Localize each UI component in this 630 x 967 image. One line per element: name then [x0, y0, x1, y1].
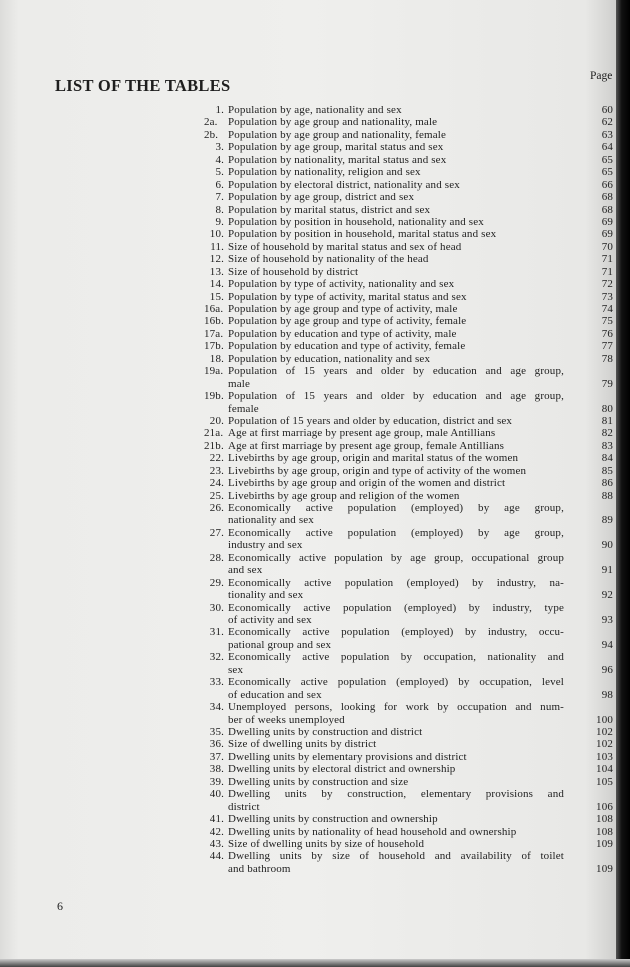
- table-number: 26.: [209, 502, 224, 515]
- table-title: [228, 552, 564, 577]
- toc-entry: [0, 626, 616, 651]
- table-title: [228, 166, 564, 178]
- toc-entry: [0, 415, 616, 427]
- page-column-header: Page: [590, 70, 613, 82]
- table-title: [228, 141, 564, 153]
- table-title-line: Population by marital status, district and sex: [228, 203, 431, 216]
- table-title-line: Dwelling units by construction, elementary provisions and: [228, 788, 564, 801]
- table-number: 41.: [209, 813, 224, 826]
- table-title: [228, 527, 564, 552]
- toc-entry: [0, 788, 616, 813]
- table-title-line: Size of household by district: [228, 265, 359, 278]
- table-number: 2b.: [204, 128, 219, 141]
- toc-entry: [0, 340, 616, 352]
- table-page-number: 82: [601, 427, 613, 440]
- table-title: [228, 651, 564, 676]
- table-page-number: 64: [601, 141, 613, 154]
- table-page-number: 89: [601, 514, 613, 527]
- table-title-line: and sex: [228, 564, 263, 577]
- table-page-number: 94: [601, 638, 613, 651]
- table-title-line: Dwelling units by construction and size: [228, 775, 409, 788]
- table-title-line: sex: [228, 663, 244, 676]
- table-page-number: 92: [601, 589, 613, 602]
- page-title: LIST OF THE TABLES: [55, 76, 231, 95]
- table-page-number: 68: [601, 203, 613, 216]
- table-page-number: 62: [601, 116, 613, 129]
- table-number: 29.: [209, 576, 224, 589]
- table-number: 36.: [209, 738, 224, 751]
- table-title-line: Population by age group, district and sex: [228, 191, 415, 204]
- table-page-number: 66: [601, 178, 613, 191]
- table-number: 13.: [209, 265, 224, 278]
- toc-entry: [0, 602, 616, 627]
- toc-entry: [0, 216, 616, 228]
- table-number: 42.: [209, 825, 224, 838]
- toc-entry: [0, 701, 616, 726]
- toc-entry: [0, 204, 616, 216]
- table-page-number: 83: [601, 439, 613, 452]
- table-title: [228, 738, 564, 750]
- table-page-number: 105: [596, 775, 613, 788]
- toc-entry: [0, 676, 616, 701]
- toc-entry: [0, 253, 616, 265]
- table-title-line: ber of weeks unemployed: [228, 713, 345, 726]
- table-title: [228, 440, 564, 452]
- table-title-line: Livebirths by age group and religion of the women: [228, 489, 460, 502]
- table-number: 1.: [215, 104, 224, 116]
- toc-entry: [0, 228, 616, 240]
- table-title-line: district: [228, 800, 260, 813]
- table-title-line: Size of household by nationality of the head: [228, 253, 429, 266]
- table-number: 43.: [209, 838, 224, 850]
- table-title-line: Size of dwelling units by size of household: [228, 838, 425, 850]
- table-title-line: Population by electoral district, nationality and sex: [228, 178, 460, 191]
- table-title: [228, 291, 564, 303]
- table-page-number: 70: [601, 240, 613, 253]
- table-title-line: Population by type of activity, marital status and sex: [228, 290, 467, 303]
- table-title-line: Population by nationality, marital status and sex: [228, 153, 447, 166]
- table-number: 11.: [210, 240, 224, 253]
- table-page-number: 98: [601, 688, 613, 701]
- table-page-number: 72: [601, 278, 613, 291]
- table-title-line: Population by education and type of activity, female: [228, 340, 466, 353]
- table-number: 9.: [215, 215, 224, 228]
- table-number: 33.: [209, 676, 224, 689]
- table-title: [228, 340, 564, 352]
- table-title: [228, 776, 564, 788]
- toc-entry: [0, 266, 616, 278]
- toc-entry: [0, 154, 616, 166]
- table-title: [228, 415, 564, 427]
- table-page-number: 71: [601, 265, 613, 278]
- table-page-number: 77: [601, 340, 613, 353]
- table-title-line: male: [228, 377, 250, 390]
- table-title: [228, 116, 564, 128]
- table-title: [228, 726, 564, 738]
- table-title-line: Unemployed persons, looking for work by occupation and num-: [228, 701, 564, 714]
- toc-entry: [0, 191, 616, 203]
- toc-entry: [0, 577, 616, 602]
- table-number: 15.: [209, 290, 224, 303]
- toc-entry: [0, 291, 616, 303]
- table-title: [228, 813, 564, 825]
- table-number: 3.: [215, 141, 224, 154]
- table-title: [228, 191, 564, 203]
- table-title: [228, 104, 564, 116]
- table-number: 21a.: [204, 427, 224, 440]
- table-number: 14.: [209, 278, 224, 291]
- table-number: 32.: [209, 651, 224, 664]
- table-title-line: Population by education and type of activity, male: [228, 327, 457, 340]
- table-title-line: Population of 15 years and older by education, district and sex: [228, 414, 513, 427]
- table-title: [228, 266, 564, 278]
- table-page-number: 85: [601, 464, 613, 477]
- toc-entry: [0, 477, 616, 489]
- table-title: [228, 241, 564, 253]
- table-number: 6.: [215, 178, 224, 191]
- table-title: [228, 763, 564, 775]
- table-title-line: Age at first marriage by present age group, female Antillians: [228, 439, 505, 452]
- table-title: [228, 129, 564, 141]
- table-number: 16b.: [204, 315, 224, 328]
- table-page-number: 74: [601, 303, 613, 315]
- table-title-line: Economically active population (employed) by industry, occu-: [228, 626, 564, 639]
- table-title: [228, 676, 564, 701]
- table-page-number: 102: [596, 726, 613, 739]
- toc-entry: [0, 726, 616, 738]
- table-title-line: Dwelling units by elementary provisions and district: [228, 750, 467, 763]
- table-title: [228, 850, 564, 875]
- table-title: [228, 278, 564, 290]
- table-title-line: Economically active population by occupation, nationality and: [228, 651, 564, 664]
- table-page-number: 91: [601, 564, 613, 577]
- table-number: 17a.: [204, 327, 224, 340]
- toc-entry: [0, 440, 616, 452]
- toc-entry: [0, 365, 616, 390]
- toc-entry: [0, 776, 616, 788]
- table-page-number: 108: [596, 825, 613, 838]
- table-number: 40.: [209, 788, 224, 801]
- table-number: 22.: [209, 452, 224, 465]
- table-page-number: 73: [601, 290, 613, 303]
- table-page-number: 96: [601, 663, 613, 676]
- table-number: 30.: [209, 601, 224, 614]
- table-page-number: 109: [596, 862, 613, 875]
- table-title: [228, 626, 564, 651]
- table-number: 38.: [209, 763, 224, 776]
- table-number: 16a.: [204, 303, 224, 315]
- table-page-number: 106: [596, 800, 613, 813]
- table-title-line: Population by age group and type of activity, male: [228, 303, 458, 315]
- table-title: [228, 751, 564, 763]
- table-title-line: Livebirths by age group, origin and marital status of the women: [228, 452, 519, 465]
- table-title-line: Dwelling units by construction and district: [228, 726, 423, 739]
- table-title-line: Size of household by marital status and sex of head: [228, 240, 462, 253]
- table-title: [228, 502, 564, 527]
- toc-entry: [0, 278, 616, 290]
- table-title-line: Population of 15 years and older by education and age group,: [228, 365, 564, 378]
- table-title: [228, 427, 564, 439]
- table-number: 17b.: [204, 340, 224, 353]
- table-page-number: 68: [601, 191, 613, 204]
- toc-entry: [0, 116, 616, 128]
- table-title: [228, 577, 564, 602]
- table-number: 5.: [215, 166, 224, 179]
- page-bottom-edge: [0, 959, 630, 967]
- table-page-number: 76: [601, 327, 613, 340]
- table-title-line: of activity and sex: [228, 614, 312, 627]
- table-number: 12.: [209, 253, 224, 266]
- table-title-line: Population by nationality, religion and sex: [228, 166, 421, 179]
- table-number: 23.: [209, 464, 224, 477]
- table-page-number: 90: [601, 539, 613, 552]
- toc-entry: [0, 141, 616, 153]
- table-number: 21b.: [204, 439, 224, 452]
- table-title-line: Population by type of activity, nationality and sex: [228, 278, 455, 291]
- table-title-line: Population by education, nationality and sex: [228, 352, 431, 365]
- table-number: 28.: [209, 551, 224, 564]
- table-title-line: industry and sex: [228, 539, 303, 552]
- book-binding-edge: [616, 0, 630, 967]
- toc-entry: [0, 427, 616, 439]
- table-number: 25.: [209, 489, 224, 502]
- table-title: [228, 465, 564, 477]
- table-page-number: 81: [601, 414, 613, 427]
- table-page-number: 103: [596, 750, 613, 763]
- table-page-number: 102: [596, 738, 613, 751]
- table-number: 34.: [209, 701, 224, 714]
- table-title-line: Population by age, nationality and sex: [228, 104, 402, 116]
- table-title: [228, 788, 564, 813]
- table-number: 35.: [209, 726, 224, 739]
- table-title-line: Economically active population (employed) by industry, type: [228, 601, 564, 614]
- table-title: [228, 602, 564, 627]
- table-title: [228, 204, 564, 216]
- table-title-line: Population by position in household, marital status and sex: [228, 228, 497, 241]
- toc-entry: [0, 738, 616, 750]
- table-title-line: Economically active population (employed) by age group,: [228, 502, 564, 515]
- table-number: 4.: [215, 153, 224, 166]
- table-number: 20.: [209, 414, 224, 427]
- table-page-number: 109: [596, 838, 613, 850]
- toc-entry: [0, 813, 616, 825]
- table-number: 27.: [209, 526, 224, 539]
- table-title-line: Dwelling units by size of household and availability of toilet: [228, 850, 564, 863]
- table-title: [228, 353, 564, 365]
- table-title-line: and bathroom: [228, 862, 291, 875]
- table-page-number: 88: [601, 489, 613, 502]
- toc-entry: [0, 838, 616, 850]
- table-title: [228, 216, 564, 228]
- table-page-number: 84: [601, 452, 613, 465]
- toc-entry: [0, 315, 616, 327]
- toc-entry: [0, 850, 616, 875]
- table-title: [228, 452, 564, 464]
- table-page-number: 104: [596, 763, 613, 776]
- table-title: [228, 179, 564, 191]
- table-title: [228, 154, 564, 166]
- toc-entry: [0, 465, 616, 477]
- toc-entry: [0, 390, 616, 415]
- toc-entry: [0, 179, 616, 191]
- table-title: [228, 701, 564, 726]
- table-title: [228, 477, 564, 489]
- table-number: 7.: [215, 191, 224, 204]
- table-title-line: Age at first marriage by present age group, male Antillians: [228, 427, 496, 440]
- table-page-number: 60: [601, 104, 613, 116]
- table-title: [228, 826, 564, 838]
- toc-entry: [0, 452, 616, 464]
- table-title-line: Dwelling units by nationality of head household and ownership: [228, 825, 517, 838]
- table-title-line: Economically active population by age group, occupational group: [228, 551, 564, 564]
- table-title-line: Population by age group and type of activity, female: [228, 315, 467, 328]
- toc-entry: [0, 328, 616, 340]
- table-number: 2a.: [204, 116, 218, 129]
- table-page-number: 78: [601, 352, 613, 365]
- table-title-line: Economically active population (employed) by occupation, level: [228, 676, 564, 689]
- table-page-number: 93: [601, 614, 613, 627]
- table-number: 24.: [209, 477, 224, 490]
- toc-entry: [0, 751, 616, 763]
- table-page-number: 75: [601, 315, 613, 328]
- table-page-number: 69: [601, 215, 613, 228]
- table-title-line: Size of dwelling units by district: [228, 738, 377, 751]
- table-title: [228, 303, 564, 315]
- table-number: 37.: [209, 750, 224, 763]
- table-page-number: 79: [601, 377, 613, 390]
- table-title: [228, 328, 564, 340]
- table-title-line: Population by age group, marital status and sex: [228, 141, 444, 154]
- table-title: [228, 228, 564, 240]
- toc-entry: [0, 763, 616, 775]
- page-number: 6: [57, 899, 63, 913]
- table-number: 19a.: [204, 365, 224, 378]
- table-title-line: Livebirths by age group, origin and type of activity of the women: [228, 464, 527, 477]
- table-page-number: 69: [601, 228, 613, 241]
- table-title: [228, 253, 564, 265]
- table-of-contents: [0, 104, 616, 875]
- toc-entry: [0, 527, 616, 552]
- toc-entry: [0, 303, 616, 315]
- table-title-line: Economically active population (employed) by age group,: [228, 526, 564, 539]
- table-page-number: 65: [601, 153, 613, 166]
- table-page-number: 100: [596, 713, 613, 726]
- toc-entry: [0, 490, 616, 502]
- table-page-number: 108: [596, 813, 613, 826]
- table-number: 18.: [209, 352, 224, 365]
- toc-entry: [0, 353, 616, 365]
- toc-entry: [0, 166, 616, 178]
- table-title: [228, 838, 564, 850]
- table-title-line: Economically active population (employed) by industry, na-: [228, 576, 564, 589]
- table-number: 10.: [209, 228, 224, 241]
- toc-entry: [0, 129, 616, 141]
- toc-entry: [0, 241, 616, 253]
- table-page-number: 80: [601, 402, 613, 415]
- table-title-line: Livebirths by age group and origin of the women and district: [228, 477, 506, 490]
- table-title-line: Population by position in household, nationality and sex: [228, 215, 484, 228]
- table-number: 44.: [209, 850, 224, 863]
- table-title-line: female: [228, 402, 259, 415]
- table-number: 39.: [209, 775, 224, 788]
- toc-entry: [0, 826, 616, 838]
- table-title: [228, 315, 564, 327]
- table-number: 31.: [209, 626, 224, 639]
- table-title-line: Population by age group and nationality, male: [228, 116, 438, 129]
- table-title: [228, 365, 564, 390]
- table-title-line: Dwelling units by electoral district and ownership: [228, 763, 456, 776]
- table-page-number: 63: [601, 128, 613, 141]
- table-title-line: tionality and sex: [228, 589, 304, 602]
- table-title: [228, 490, 564, 502]
- toc-entry: [0, 104, 616, 116]
- table-page-number: 86: [601, 477, 613, 490]
- table-page-number: 71: [601, 253, 613, 266]
- table-title-line: pational group and sex: [228, 638, 332, 651]
- table-title-line: of education and sex: [228, 688, 322, 701]
- table-title-line: nationality and sex: [228, 514, 314, 527]
- table-title-line: Dwelling units by construction and ownership: [228, 813, 438, 826]
- table-title-line: Population by age group and nationality, female: [228, 128, 447, 141]
- table-title-line: Population of 15 years and older by education and age group,: [228, 390, 564, 403]
- table-page-number: 65: [601, 166, 613, 179]
- table-title: [228, 390, 564, 415]
- table-number: 19b.: [204, 390, 224, 403]
- table-number: 8.: [215, 203, 224, 216]
- toc-entry: [0, 651, 616, 676]
- toc-entry: [0, 552, 616, 577]
- toc-entry: [0, 502, 616, 527]
